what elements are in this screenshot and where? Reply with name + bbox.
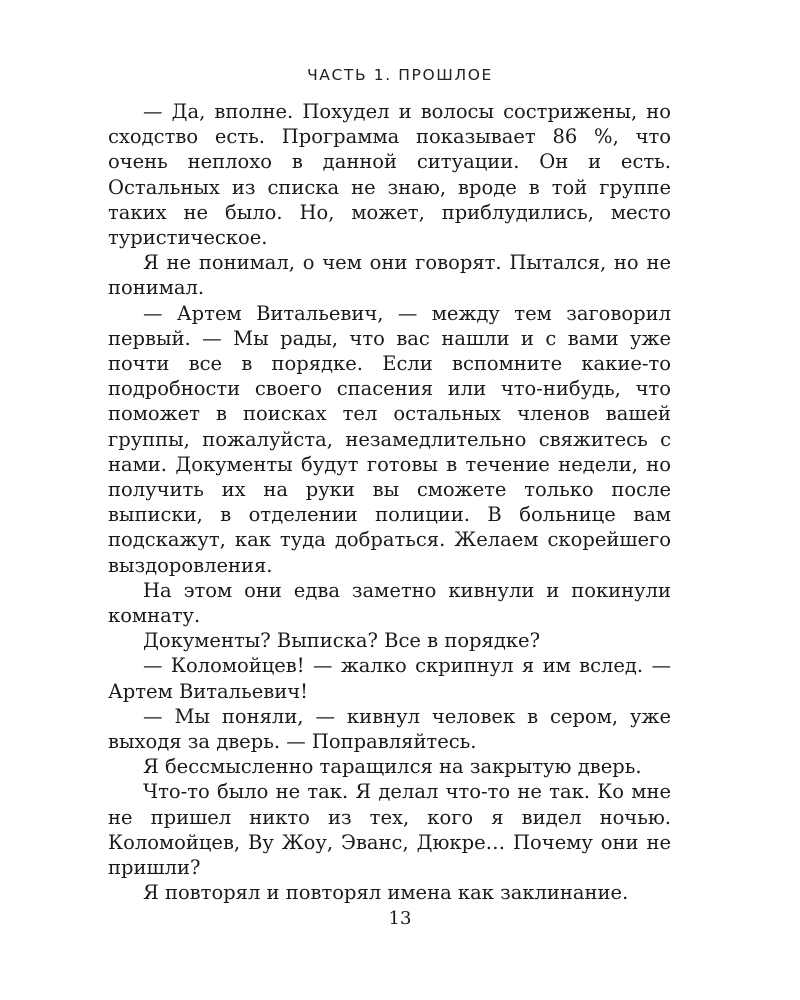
running-head: ЧАСТЬ 1. ПРОШЛОЕ xyxy=(307,66,493,84)
paragraph-1: — Да, вполне. Похудел и волосы сострижены, но сходство есть. Программа показывает 86 %, что очень неплохо в данной ситуации. Он и есть. Остальных из списка не знаю, вроде в той группе таких не было. Но, может, приблудились, место туристическое. xyxy=(108,100,671,250)
page-number: 13 xyxy=(388,908,412,929)
paragraph-5: Документы? Выписка? Все в порядке? xyxy=(143,629,541,653)
paragraph-10: Я повторял и повторял имена как заклинание. xyxy=(143,881,629,905)
paragraph-6: — Коломойцев! — жалко скрипнул я им вслед. — Артем Витальевич! xyxy=(108,654,671,703)
paragraph-9: Что-то было не так. Я делал что-то не так. Ко мне не пришел никто из тех, кого я видел ночью. Коломойцев, Ву Жоу, Эванс, Дюкре… Почему они не пришли? xyxy=(108,780,671,880)
paragraph-4: На этом они едва заметно кивнули и покинули комнату. xyxy=(108,578,671,628)
paragraph-3: — Артем Витальевич, — между тем заговорил первый. — Мы рады, что вас нашли и с вами уже почти все в порядке. Если вспомните какие-то подробности своего спасения или что-нибудь, что поможет в поисках тел остальных членов вашей группы, пожалуйста, незамедлительно свяжитесь с нами. Документы будут готовы в течение недели, но получить их на руки вы сможете только после выписки, в отделении полиции. В больнице вам подскажут, как туда добраться. Желаем скорейшего выздоровления. xyxy=(108,301,671,577)
body-text xyxy=(108,99,671,906)
paragraph-8: Я бессмысленно таращился на закрытую дверь. xyxy=(143,755,642,779)
paragraph-2: Я не понимал, о чем они говорят. Пытался, но не понимал. xyxy=(108,251,671,300)
paragraph-7: — Мы поняли, — кивнул человек в сером, уже выходя за дверь. — Поправляйтесь. xyxy=(108,704,671,754)
